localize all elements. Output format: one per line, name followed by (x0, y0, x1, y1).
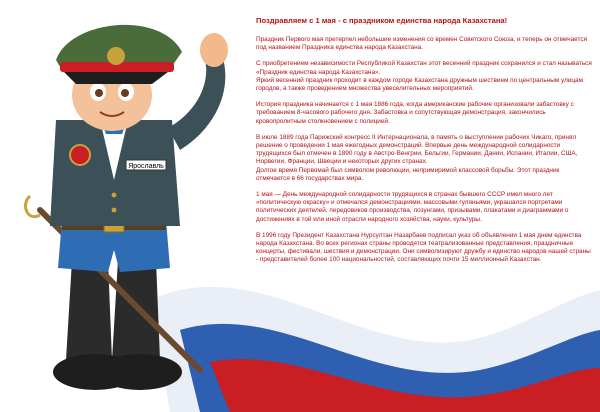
paragraph: Долгое время Первомай был символом революции, непримиримой классовой борьбы. Этот праздник отмечается в 66 государствах мира. (256, 166, 560, 182)
greeting-text-block (256, 16, 592, 273)
paragraph: В июле 1889 года Парижский конгресс II Интернационала, в память о выступлении рабочих Чикаго, принял решение о проведении 1 мая ежегодных демонстраций. Впервые день международной солидарности трудящихся был отмечен в 1890 году в Австро-Венгрии, Бельгии, Германии, Дании, Испании, Италии, США, Норвегии, Франции, Швеции и некоторых других странах. (256, 133, 578, 166)
jacket (50, 120, 180, 226)
boots (53, 260, 182, 390)
paragraph: Праздник Первого мая претерпел небольшие изменения со времен Советского Союза, и теперь он отмечается под названием Праздника единства народа Казахстана. (256, 36, 588, 52)
paragraph: В 1996 году Президент Казахстана Нурсултан Назарбаев подписал указ об объявлении 1 мая днем единства народа Казахстана. Во всех регионах страны проводятся театрализованные представления, праздничные концерты, фестивали, шествия и демонстрации. Они символизируют дружбу и единство народов нашей страны - представителей более 100 национальностей, составляющих почти 15 миллионный Казахстан. (256, 231, 591, 264)
page-title: Поздравляем с 1 мая - с праздником единства народа Казахстана! (256, 16, 508, 25)
name-tag: Ярославль (128, 163, 164, 170)
military-cap (56, 25, 182, 84)
paragraph: С приобретением независимости Республикой Казахстан этот весенний праздник сохранился и стал называться «Праздник единства народа Казахстана». (256, 60, 592, 76)
shorts (58, 218, 170, 272)
paragraph: История праздника начинается с 1 мая 1886 года, когда американские рабочие организовали забастовку с требованием 8-часового рабочего дня. Забастовка и сопутствующая демонстрация, закончились кровопролитным столкновением с полицией. (256, 101, 574, 125)
paragraph: Яркий весенний праздник проходит в каждом городе Казахстана дружным шествием по центральным улицам городов, а также проведением множества увеселительных мероприятий. (256, 76, 583, 93)
soldier-cartoon-illustration (0, 0, 260, 412)
paragraph: 1 мая — День международной солидарности трудящихся в странах бывшего СССР имел много лет «политическую окраску» и отмечался демонстрациями, массовыми гуляньями, украшался портретами политических деятелей, передовиков производства, лозунгами, призывами, плакатами и диаграммами о достижениях в той или иной отрасли народного хозяйства, науки, культуры. (256, 191, 569, 223)
